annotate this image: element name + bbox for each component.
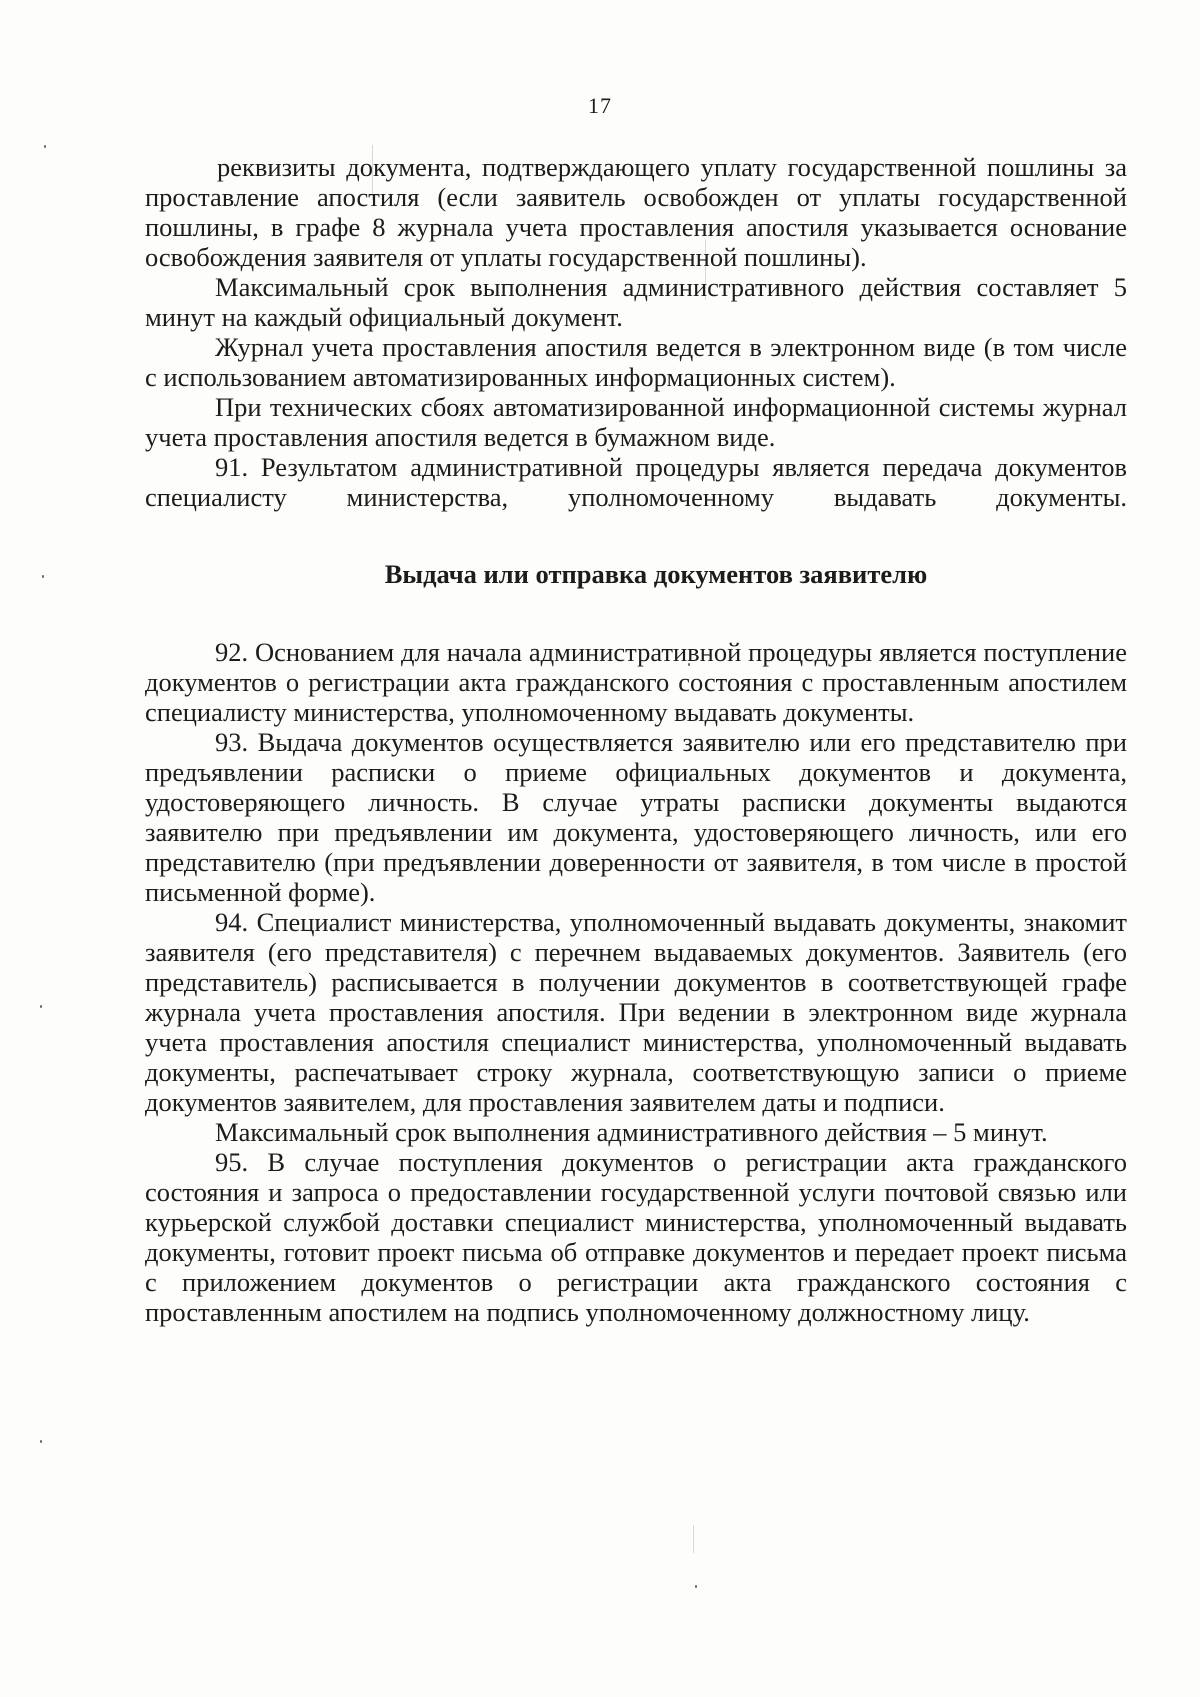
paragraph: 95. В случае поступления документов о регистрации акта гражданского состояния и запроса о предоставлении государственной услуги почтовой связью или курьерской службой доставки специалист министерства, уполномоченный выдавать документы, готовит проект письма об отправке документов и передает проект письма с приложением документов о регистрации акта гражданского состояния с проставленным апостилем на подпись уполномоченному должностному лицу. xyxy=(145,1147,1127,1327)
scan-artifact-dot xyxy=(40,1005,42,1008)
paragraph: 92. Основанием для начала административной процедуры является поступление документов о регистрации акта гражданского состояния с проставленным апостилем специалисту министерства, уполномоченному выдавать документы. xyxy=(145,637,1127,727)
page-number: 17 xyxy=(588,93,612,118)
paragraph: Максимальный срок выполнения административного действия составляет 5 минут на каждый официальный документ. xyxy=(145,272,1127,332)
scan-artifact-dot xyxy=(695,1585,697,1588)
paragraph: реквизиты документа, подтверждающего уплату государственной пошлины за проставление апостиля (если заявитель освобожден от уплаты государственной пошлины, в графе 8 журнала учета проставления апостиля указывается основание освобождения заявителя от уплаты государственной пошлины). xyxy=(145,152,1127,272)
scan-artifact-line xyxy=(693,1525,694,1553)
scan-artifact-dot xyxy=(42,575,44,578)
scan-artifact-dot xyxy=(40,1440,42,1443)
section-heading: Выдача или отправка документов заявителю xyxy=(384,559,928,589)
paragraph: Максимальный срок выполнения административного действия – 5 минут. xyxy=(215,1117,1048,1147)
paragraph: При технических сбоях автоматизированной информационной системы журнал учета проставления апостиля ведется в бумажном виде. xyxy=(145,392,1127,452)
paragraph: 94. Специалист министерства, уполномоченный выдавать документы, знакомит заявителя (его представителя) с перечнем выдаваемых документов. Заявитель (его представитель) расписывается в получении документов в соответствующей графе журнала учета проставления апостиля. При ведении в электронном виде журнала учета проставления апостиля специалист министерства, уполномоченный выдавать документы, распечатывает строку журнала, соответствующую записи о приеме документов заявителем, для проставления заявителем даты и подписи. xyxy=(145,907,1127,1117)
document-body xyxy=(145,152,1127,1327)
paragraph: 93. Выдача документов осуществляется заявителю или его представителю при предъявлении расписки о приеме официальных документов и документа, удостоверяющего личность. В случае утраты расписки документы выдаются заявителю при предъявлении им документа, удостоверяющего личность, или его представителю (при предъявлении доверенности от заявителя, в том числе в простой письменной форме). xyxy=(145,727,1127,907)
paragraph: Журнал учета проставления апостиля ведется в электронном виде (в том числе с использованием автоматизированных информационных систем). xyxy=(145,332,1127,392)
paragraph: 91. Результатом административной процедуры является передача документов специалисту министерства, уполномоченному выдавать документы. xyxy=(145,452,1127,512)
scan-artifact-dot xyxy=(44,145,46,148)
